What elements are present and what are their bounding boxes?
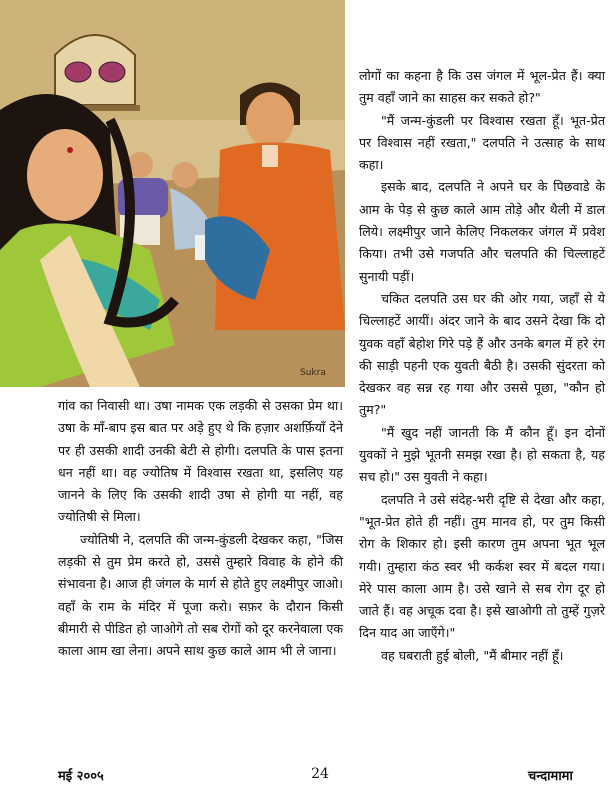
left-text-column: [58, 395, 343, 663]
paragraph: "मैं खुद नहीं जानती कि मैं कौन हूँ। इन दोनों युवकों ने मुझे भूतनी समझ रखा है। हो सकता है, यह सच हो।" उस युवती ने कहा।: [359, 424, 605, 485]
paragraph: दलपति ने उसे संदेह-भरी दृष्टि से देखा और कहा, "भूत-प्रेत होते ही नहीं। तुम मानव हो, पर तुम किसी रोग के शिकार हो। इसी कारण तुम अपना भूत भूल गयी। तुम्हारा कंठ स्वर भी कर्कश स्वर में बदल गया। मेरे पास काला आम है। उसे खाने से सब रोग दूर हो जाते हैं। वह अचूक दवा है। इसे खाओगी तो तुम्हें गुज़रे दिन याद आ जाएँगे।": [359, 491, 605, 641]
page-number: 24: [311, 766, 329, 782]
pot-right: [99, 62, 125, 82]
paragraph: वह घबराती हुई बोली, "मैं बीमार नहीं हूँ।: [381, 647, 564, 663]
story-illustration: [0, 0, 345, 387]
magazine-name: चन्दामामा: [528, 769, 573, 784]
artist-signature: Sukra: [300, 368, 326, 378]
paragraph: चकित दलपति उस घर की ओर गया, जहाँ से ये चिल्लाहटें आयीं। अंदर जाने के बाद उसने देखा कि दो युवक वहाँ बेहोश गिरे पड़े हैं और उनके बगल में हरे रंग की साड़ी पहनी एक युवती बैठी है। उसकी सुंदरता को देखकर वह सन्न रह गया और उससे पूछा, "कौन हो तुम?": [359, 290, 605, 418]
paragraph: ज्योतिषी ने, दलपति की जन्म-कुंडली देखकर कहा, "जिस लड़की से तुम प्रेम करते हो, उससे तुम्हारे विवाह के होने की संभावना है। आज ही जंगल के मार्ग से होते हुए लक्ष्मीपुर जाओ। वहाँ के राम के मंदिर में पूजा करो। सफ़र के दौरान किसी बीमारी से पीडित हो जाओगे तो सब रोगों को दूर करनेवाला एक काला आम खा लेना। अपने साथ कुछ काले आम भी ले जाना।: [58, 531, 343, 659]
paragraph: इसके बाद, दलपति ने अपने घर के पिछवाडे के आम के पेड़ से कुछ काले आम तोड़े और थैली में डाल लिये। लक्ष्मीपुर जाने केलिए निकलकर जंगल में प्रवेश किया। तभी उसे गजपति और चलपति की चिल्लाहटें सुनायी पड़ीं।: [359, 179, 605, 284]
issue-date: मई २००५: [58, 769, 104, 784]
paragraph: लोगों का कहना है कि उस जंगल में भूल-प्रेत हैं। क्या तुम वहाँ जाने का साहस कर सकते हो?": [359, 68, 605, 106]
paragraph: "मैं जन्म-कुंडली पर विश्वास रखता हूँ। भूत-प्रेत पर विश्वास नहीं रखता," दलपति ने उत्साह के साथ कहा।: [359, 112, 605, 173]
paragraph: गांव का निवासी था। उषा नामक एक लड़की से उसका प्रेम था। उषा के माँ-बाप इस बात पर अड़े हुए थे कि हज़ार अशर्फ़ियाँ देने पर ही उसकी शादी उनकी बेटी से होगी। दलपति के पास इतना धन नहीं था। वह ज्योतिष में विश्वास रखता था, इसलिए यह जानने के लिए कि उसकी शादी उषा से होगी या नहीं, वह ज्योतिषी से मिला।: [58, 398, 343, 525]
right-text-column: [359, 65, 605, 667]
pot-left: [65, 62, 91, 82]
